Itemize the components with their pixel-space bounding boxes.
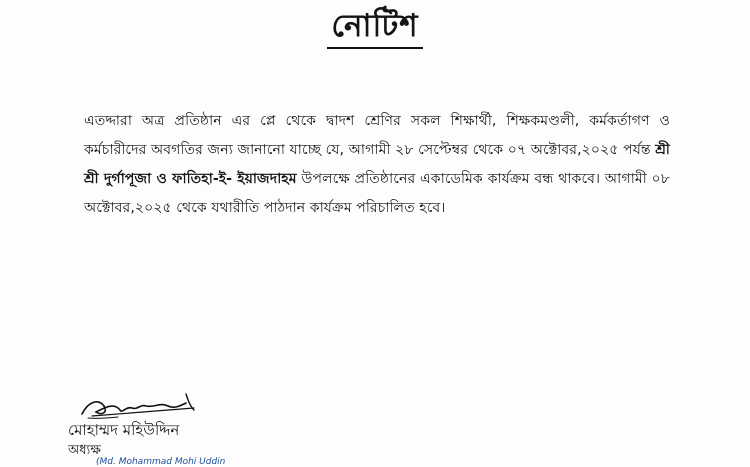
signatory-name: মোহাম্মদ মহিউদ্দিন bbox=[68, 421, 180, 439]
signatory-stamp: (Md. Mohammad Mohi Uddin bbox=[96, 457, 226, 467]
notice-body bbox=[84, 107, 670, 223]
signatory-designation: অধ্যক্ষ bbox=[68, 443, 101, 458]
notice-body-part1: এতদ্দারা অত্র প্রতিষ্ঠান এর প্লে থেকে দ্বাদশ শ্রেণির সকল শিক্ষার্থী, শিক্ষকমণ্ডলী, কর্মকর্তাগণ ও কর্মচারীদের অবগতির জন্য জানানো যাচ্ছে যে, আগামী ২৮ সেপ্টেম্বর থেকে ০৭ অক্টোবর,২০২৫ পর্যন্ত bbox=[84, 113, 670, 158]
notice-paragraph bbox=[84, 107, 670, 223]
notice-body-part2: উপলক্ষে প্রতিষ্ঠানের একাডেমিক কার্যক্রম বন্ধ থাকবে। আগামী ০৮ অক্টোবর,২০২৫ থেকে যথারীতি পাঠদান কার্যক্রম পরিচালিত হবে। bbox=[84, 171, 670, 216]
notice-title-wrap bbox=[0, 8, 750, 49]
notice-title: নোটিশ bbox=[327, 8, 422, 49]
notice-body-highlight: শ্রী শ্রী দুর্গাপূজা ও ফাতিহা-ই- ইয়াজদাহম bbox=[84, 142, 670, 187]
signature-image bbox=[74, 388, 214, 424]
